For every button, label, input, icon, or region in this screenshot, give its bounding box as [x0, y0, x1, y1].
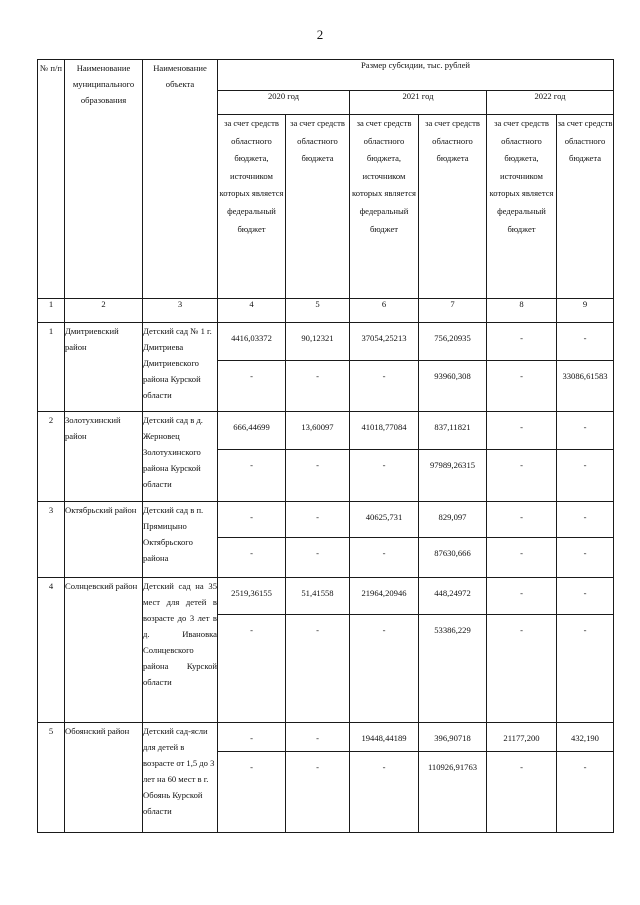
column-index-row	[38, 299, 614, 323]
value-cell: 13,60097	[286, 412, 350, 450]
header-object: Наименование объекта	[143, 60, 218, 299]
header-year-2020: 2020 год	[218, 91, 350, 115]
value-cell: -	[487, 412, 557, 450]
value-cell: -	[557, 615, 614, 723]
value-cell: 33086,61583	[557, 361, 614, 412]
header-year-2021: 2021 год	[350, 91, 487, 115]
value-cell: -	[286, 538, 350, 578]
column-index: 7	[419, 299, 487, 323]
row-number: 5	[38, 723, 65, 833]
row-object: Детский сад-ясли для детей в возрасте от 1,5 до 3 лет на 60 мест в г. Обоянь Курской области	[143, 723, 218, 833]
value-cell: -	[286, 361, 350, 412]
value-cell: -	[487, 361, 557, 412]
row-number: 4	[38, 578, 65, 723]
value-cell: -	[557, 450, 614, 502]
value-cell: -	[286, 450, 350, 502]
row-municipality: Золотухинский район	[65, 412, 143, 502]
value-cell: -	[487, 450, 557, 502]
value-cell: 87630,666	[419, 538, 487, 578]
header-regional-2020: за счет средств областного бюджета	[286, 115, 350, 299]
value-cell: 448,24972	[419, 578, 487, 615]
value-cell: -	[218, 723, 286, 752]
value-cell: 51,41558	[286, 578, 350, 615]
value-cell: 837,11821	[419, 412, 487, 450]
row-object: Детский сад на 35 мест для детей в возрасте до 3 лет в д. Ивановка Солнцевского района Курской области	[143, 578, 218, 723]
value-cell: 4416,03372	[218, 323, 286, 361]
row-number: 1	[38, 323, 65, 412]
value-cell: 40625,731	[350, 502, 419, 538]
value-cell: 396,90718	[419, 723, 487, 752]
value-cell: -	[218, 450, 286, 502]
value-cell: 53386,229	[419, 615, 487, 723]
value-cell: -	[487, 752, 557, 833]
column-index: 9	[557, 299, 614, 323]
row-municipality: Дмитриевский район	[65, 323, 143, 412]
value-cell: 666,44699	[218, 412, 286, 450]
table-row	[38, 723, 614, 752]
value-cell: 93960,308	[419, 361, 487, 412]
value-cell: -	[557, 538, 614, 578]
value-cell: -	[487, 615, 557, 723]
row-number: 2	[38, 412, 65, 502]
value-cell: 756,20935	[419, 323, 487, 361]
value-cell: -	[218, 502, 286, 538]
value-cell: -	[350, 615, 419, 723]
value-cell: -	[557, 752, 614, 833]
header-subsidy: Размер субсидии, тыс. рублей	[218, 60, 614, 91]
table-row	[38, 412, 614, 450]
row-municipality: Солнцевский район	[65, 578, 143, 723]
value-cell: -	[218, 752, 286, 833]
column-index: 5	[286, 299, 350, 323]
value-cell: 21964,20946	[350, 578, 419, 615]
value-cell: -	[350, 752, 419, 833]
value-cell: 21177,200	[487, 723, 557, 752]
value-cell: -	[350, 538, 419, 578]
header-regional-2022: за счет средств областного бюджета	[557, 115, 614, 299]
value-cell: -	[487, 538, 557, 578]
value-cell: -	[350, 361, 419, 412]
value-cell: 90,12321	[286, 323, 350, 361]
value-cell: 110926,91763	[419, 752, 487, 833]
value-cell: -	[487, 578, 557, 615]
value-cell: -	[487, 502, 557, 538]
value-cell: -	[557, 412, 614, 450]
table-row	[38, 502, 614, 538]
header-regional-2021: за счет средств областного бюджета	[419, 115, 487, 299]
column-index: 3	[143, 299, 218, 323]
header-federal-2022: за счет средств областного бюджета, источником которых является федеральный бюджет	[487, 115, 557, 299]
value-cell: 41018,77084	[350, 412, 419, 450]
value-cell: -	[350, 450, 419, 502]
column-index: 1	[38, 299, 65, 323]
row-municipality: Октябрьский район	[65, 502, 143, 578]
row-object: Детский сад в д. Жерновец Золотухинского района Курской области	[143, 412, 218, 502]
value-cell: 19448,44189	[350, 723, 419, 752]
header-num: № п/п	[38, 60, 65, 299]
table-row	[38, 578, 614, 615]
value-cell: -	[286, 752, 350, 833]
value-cell: -	[557, 502, 614, 538]
value-cell: -	[286, 615, 350, 723]
column-index: 6	[350, 299, 419, 323]
subsidy-table	[37, 59, 614, 833]
column-index: 4	[218, 299, 286, 323]
value-cell: -	[218, 361, 286, 412]
value-cell: -	[557, 578, 614, 615]
page-number: 2	[316, 27, 324, 42]
value-cell: 829,097	[419, 502, 487, 538]
header-federal-2020: за счет средств областного бюджета, источником которых является федеральный бюджет	[218, 115, 286, 299]
value-cell: -	[487, 323, 557, 361]
value-cell: -	[286, 502, 350, 538]
table-row	[38, 323, 614, 361]
row-object: Детский сад № 1 г. Дмитриева Дмитриевского района Курской области	[143, 323, 218, 412]
column-index: 8	[487, 299, 557, 323]
value-cell: -	[557, 323, 614, 361]
value-cell: -	[286, 723, 350, 752]
value-cell: 2519,36155	[218, 578, 286, 615]
column-index: 2	[65, 299, 143, 323]
value-cell: -	[218, 615, 286, 723]
value-cell: 37054,25213	[350, 323, 419, 361]
header-year-2022: 2022 год	[487, 91, 614, 115]
value-cell: 97989,26315	[419, 450, 487, 502]
value-cell: 432,190	[557, 723, 614, 752]
row-object: Детский сад в п. Прямицыно Октябрьского района	[143, 502, 218, 578]
row-municipality: Обоянский район	[65, 723, 143, 833]
header-municipality: Наименование муниципального образования	[65, 60, 143, 299]
value-cell: -	[218, 538, 286, 578]
row-number: 3	[38, 502, 65, 578]
header-federal-2021: за счет средств областного бюджета, источником которых является федеральный бюджет	[350, 115, 419, 299]
